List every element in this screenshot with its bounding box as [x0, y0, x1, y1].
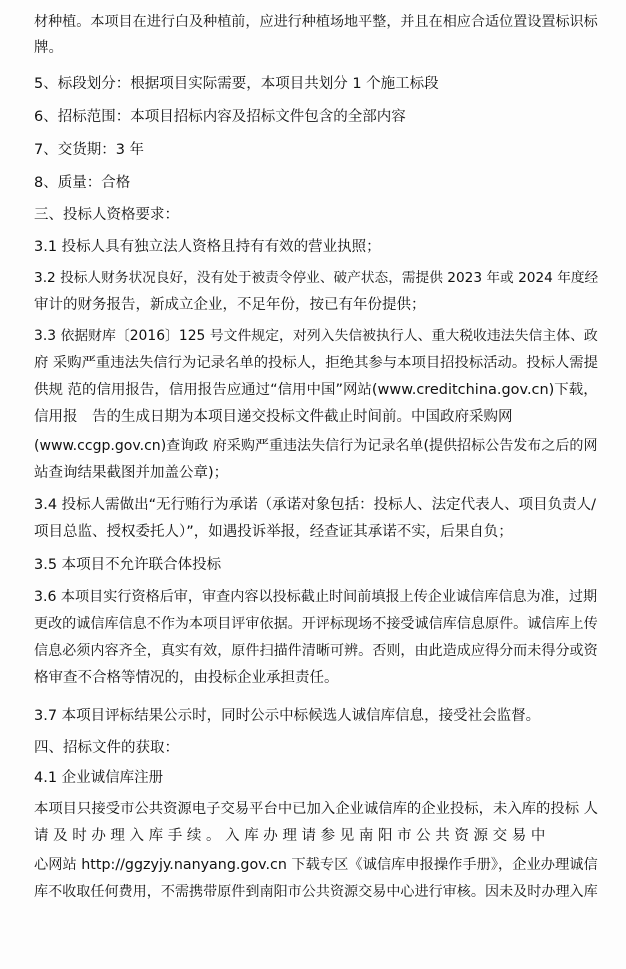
text-line: 格审查不合格等情况的，由投标企业承担责任。	[34, 670, 339, 686]
text-line: 6、招标范围：本项目招标内容及招标文件包含的全部内容	[34, 109, 406, 125]
text-line: 3.4 投标人需做出“无行贿行为承诺（承诺对象包括：投标人、法定代表人、项目负责人/	[34, 497, 597, 513]
text-line: 供规 范的信用报告，信用报告应通过“信用中国”网站(www.creditchina.gov.cn)下载，	[34, 382, 598, 398]
text-line: 3.7 本项目评标结果公示时，同时公示中标候选人诚信库信息，接受社会监督。	[34, 708, 541, 724]
text-line: 信息必须内容齐全，真实有效，原件扫描件清晰可辨。否则，由此造成应得分而未得分或资	[34, 643, 598, 659]
text-line: 7、交货期：3 年	[34, 142, 145, 158]
text-line: 3.2 投标人财务状况良好，没有处于被责令停业、破产状态，需提供 2023 年或 2024 年度经	[34, 270, 599, 286]
text-line: 府 采购严重违法失信行为记录名单的投标人，拒绝其参与本项目招投标活动。投标人需提	[34, 355, 598, 371]
section-heading: 四、招标文件的获取：	[34, 740, 179, 756]
subsection-heading: 4.1 企业诚信库注册	[34, 770, 164, 786]
text-line: 3.5 本项目不允许联合体投标	[34, 557, 222, 573]
text-line: 材种植。本项目在进行白及种植前，应进行种植场地平整，并且在相应合适位置设置标识标	[34, 14, 598, 30]
text-line: 请 及 时 办 理 入 库 手 续 。 入 库 办 理 请 参 见 南 阳 市 公 共 资 源 交 易 中	[34, 828, 546, 844]
text-line: 3.3 依据财库〔2016〕125 号文件规定，对列入失信被执行人、重大税收违法失信主体、政	[34, 328, 598, 344]
text-line: 牌。	[34, 40, 63, 56]
text-line: 5、标段划分：根据项目实际需要，本项目共划分 1 个施工标段	[34, 76, 439, 92]
text-line: 站查询结果截图并加盖公章)；	[34, 465, 229, 481]
text-line: 8、质量：合格	[34, 175, 131, 191]
text-line: 3.1 投标人具有独立法人资格且持有有效的营业执照；	[34, 239, 381, 255]
text-line: 审计的财务报告，新成立企业，不足年份，按已有年份提供；	[34, 297, 426, 313]
text-line: (www.ccgp.gov.cn)查询政 府采购严重违法失信行为记录名单(提供招标公告发布之后的网	[34, 438, 598, 454]
text-line: 更改的诚信库信息不作为本项目评审依据。开评标现场不接受诚信库信息原件。诚信库上传	[34, 616, 598, 632]
text-line: 库不收取任何费用，不需携带原件到南阳市公共资源交易中心进行审核。因未及时办理入库	[34, 884, 598, 900]
text-line: 心网站 http://ggzyjy.nanyang.gov.cn 下载专区《诚信库申报操作手册》，企业办理诚信	[34, 857, 598, 873]
text-line: 3.6 本项目实行资格后审，审查内容以投标截止时间前填报上传企业诚信库信息为准，过期	[34, 589, 598, 605]
section-heading: 三、投标人资格要求：	[34, 207, 179, 223]
text-line: 项目总监、授权委托人）”，如遇投诉举报，经查证其承诺不实，后果自负；	[34, 524, 513, 540]
text-line: 信用报 告的生成日期为本项目递交投标文件截止时间前。中国政府采购网	[34, 409, 513, 425]
text-line: 本项目只接受市公共资源电子交易平台中已加入企业诚信库的企业投标，未入库的投标 人	[34, 801, 598, 817]
